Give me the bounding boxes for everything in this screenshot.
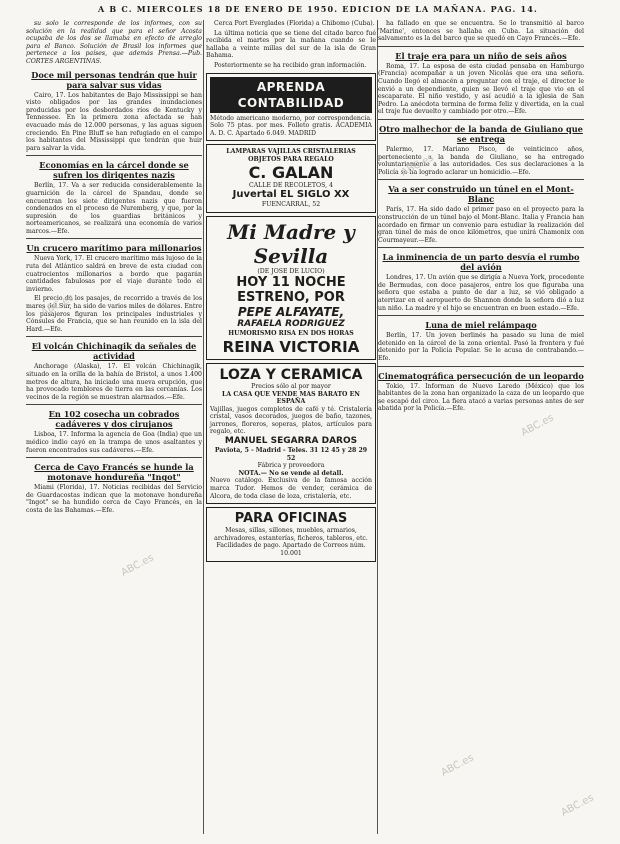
watermark: ABC.es [439, 752, 476, 779]
divider [26, 404, 202, 405]
article-evacuation: Cairo, 17. Los habitantes de Bajo Mississippi se han visto obligados por las grandes inundaciones producidas por los desbordados ríos de Kentucky y Tennessee. En la primera zona afectada se han evacuado más de 12.000 personas, y las aguas siguen creciendo. En Pine Bluff se han refugiado en el campo los habitantes del Mississippi que tendrán que huir para salvar la vida. [26, 91, 202, 152]
divider [378, 179, 584, 180]
ad-contabilidad-text: Método americano moderno, por correspondencia. Solo 75 ptas. por mes. Folleto gratis. ACADEMIA A. D. C. Apartado 6.049. MADRID [210, 114, 372, 137]
divider [378, 315, 584, 316]
page-header: A B C. MIERCOLES 18 DE ENERO DE 1950. EDICION DE LA MAÑANA. PAG. 14. [98, 4, 538, 14]
column-2 [206, 20, 376, 838]
ad-loza-slogan: LA CASA QUE VENDE MAS BARATO EN ESPAÑA [222, 390, 360, 406]
headline-leopardo: Cinematográfica persecución de un leopardo [378, 370, 584, 381]
ad-galan-foot: FUENCARRAL, 52 [261, 201, 321, 209]
ad-theatre [206, 216, 376, 360]
ad-theatre-author: (DE JOSE DE LUCIO) [257, 267, 325, 275]
ad-loza-fine: Nuevo catálogo. Exclusiva de la famosa acción marca Tudor. Hemos de vender, cerámica de Alcora, de toda clase de loza, cristalería, etc. [210, 477, 372, 500]
headline-cruise: Un crucero marítimo para millonarios [26, 243, 202, 254]
watermark: ABC.es [399, 152, 436, 179]
ad-loza-text: Vajillas, juegos completos de café y té. Cristalería cristal, vasos decorados, juegos de baño, tazones, jarrones, floreros, soperas, platos, artículos para regalo, etc. [210, 405, 372, 436]
ad-galan-top: LAMPARAS VAJILLAS CRISTALERIAS OBJETOS PARA REGALO [226, 148, 356, 163]
article-continued-3: Posteriormente se ha recibido gran información. [214, 61, 367, 69]
article-ingot: Miami (Florida), 17. Noticias recibidas del Servicio de Guardacostas indican que la motonave hondureña "Ingot" se ha hundido cerca de Cayo Francés, en la costa de las Bahamas.—Efe. [26, 484, 202, 514]
watermark: ABC.es [39, 292, 76, 319]
ad-galan-addr: CALLE DE RECOLETOS, 4 [248, 181, 334, 189]
column-3 [378, 20, 584, 838]
ad-theatre-cast1: PEPE ALFAYATE, [237, 305, 345, 320]
divider [26, 238, 202, 239]
ad-loza-addr: Paviota, 5 - Madrid - Teles. 31 12 45 y 28 29 52 [214, 447, 368, 462]
ad-theatre-cast2: RAFAELA RODRIGUEZ [237, 319, 345, 330]
headline-parto: La inminencia de un parto desvía el rumbo del avión [382, 252, 580, 273]
ad-galan-name: C. GALAN [248, 162, 334, 182]
article-cruise: Nueva York, 17. El crucero marítimo más lujoso de la ruta del Atlántico saldrá en breve de esta ciudad con cuatrocientos millonarios a bordo que pagarán cantidades fabulosas por el viaje durante todo el invierno. [26, 255, 202, 293]
article-luna: Berlín, 17. Un joven berlinés ha pasado su luna de miel detenido en la cárcel de la zona oriental. Pasó la frontera y fué detenido por la Policía Popular. Se le acusa de contrabando.—Efe. [378, 332, 584, 363]
ad-oficinas-title: PARA OFICINAS [234, 511, 348, 527]
divider [26, 457, 202, 458]
divider [378, 247, 584, 248]
ad-oficinas-text: Mesas, sillas, sillones, muebles, armarios, archivadores, estanterías, ficheros, tableros, etc. Facilidades de pago. Apartado de Correos núm. 10.001 [214, 527, 368, 557]
ad-oficinas [206, 507, 376, 561]
watermark: ABC.es [559, 792, 596, 819]
headline-volcano: El volcán Chichinagik da señales de actividad [31, 341, 197, 362]
article-giuliano: Palermo, 17. Mariano Pisco, de veinticinco años, perteneciente a la banda de Giuliano, se ha entregado voluntariamente a las autoridades. Ces sus declaraciones a la Policía se ha logrado aclarar un homicidio.—Efe. [378, 145, 584, 176]
headline-tunel: Va a ser construido un túnel en el Mont-Blanc [388, 184, 574, 205]
article-parto: Londres, 17. Un avión que se dirigía a Nueva York, procedente de Bermudas, con doce pasajeros, entre los que figuraba una señora que estaba a punto de dar a luz, se vió obligado a aterrizar en el aeropuerto de Shannon donde la señora dió a luz un niño. La madre y el hijo se encuentran en buen estado.—Efe. [378, 274, 584, 312]
divider [378, 366, 584, 367]
headline-luna: Luna de miel relámpago [425, 320, 537, 331]
divider [26, 155, 202, 156]
article-traje: Roma, 17. La esposa de esta ciudad pensaba en Hamburgo (Francia) acompañar a un joven Nicolás que era una señora. Cuando llegó el almacén a preguntar con el traje, el director le envió a un dependiente, quien se llevó el traje que vio en el escaparate. El niño vestido, y así acudió a la iglesia de San Pedro. La anécdota termina de forma feliz y divertida, en la cual el traje fue devuelto y cambiado por otro.—Efe. [378, 62, 584, 116]
ad-galan [206, 144, 376, 212]
watermark: ABC.es [119, 552, 156, 579]
headline-ingot: Cerca de Cayo Francés se hunde la motonave hondureña "Ingot" [34, 462, 194, 483]
ad-theatre-estreno: ESTRENO, POR [237, 290, 345, 306]
column-rule-left [203, 20, 204, 834]
ad-galan-sub: Juvertal EL SIGLO XX [232, 189, 350, 201]
article-tunel: París, 17. Ha sido dado el primer paso en el proyecto para la construcción de un túnel bajo el Mont-Blanc. Italia y Francia han acordado en firmar un convenio para estudiar la realización del gran túnel de más de once kilómetros, que unirá Chamonix con Courmayeur.—Efe. [378, 206, 584, 244]
article-volcano: Anchorage (Alaska), 17. El volcán Chichinagik, situado en la orilla de la bahía de Bristol, a unos 1.400 metros de altura, ha iniciado una nueva erupción, que ha provocado temblores de tierra en las cercanías. Los vecinos de la región se muestran alarmados.—Efe. [26, 363, 202, 401]
column-1 [26, 20, 202, 838]
watermark: ABC.es [519, 412, 556, 439]
ad-theatre-cast3: HUMORISMO RISA EN DOS HORAS [228, 330, 354, 338]
headline-goa: En 102 cosecha un cobrados cadáveres y dos cirujanos [48, 409, 180, 430]
ad-loza-fab: Fábrica y proveedora [257, 462, 325, 470]
ad-contabilidad-title: APRENDA CONTABILIDAD [210, 77, 372, 113]
ad-theatre-title: Mi Madre y Sevilla [227, 219, 355, 268]
ad-theatre-when: HOY 11 NOCHE [236, 275, 346, 291]
ad-theatre-venue: REINA VICTORIA [222, 337, 360, 356]
article-continued-2: La última noticia que se tiene del citado barco fué recibida el martes por la mañana cuando se le hallaba a veinte millas del sur de la isla de Gran Bahama. [206, 29, 376, 60]
article-leopardo: Tokio, 17. Informan de Nuevo Laredo (México) que los habitantes de la zona han organizado la caza de un leopardo que se escapó del circo. La fiera atacó a varias personas antes de ser abatida por la Policía.—Efe. [378, 382, 584, 413]
article-goa: Lisboa, 17. Informa la agencia de Goa (India) que un médico indio cayó en la trampa de unos asaltantes y fueron encontrados sus cadáveres.—Efe. [26, 431, 202, 454]
ad-contabilidad [206, 73, 376, 142]
article-continued-col3: ha fallado en que se encuentra. Se lo transmitió al barco 'Marine', entonces se hallaba en Cuba. La situación del salvamento es la del barco que se quedó en Cayo Francés.—Efe. [378, 20, 584, 43]
intro-paragraph: su solo le corresponde de los informes, con su solución en la realidad que para el señor Acosta ocupaba de los dos se llamaba en efecto de arreglo para el Banco. Solución de Brasil los informes que pertenece a los países, que además Prensa.—Pub. CORTES ARGENTINAS. [26, 20, 202, 65]
divider [26, 336, 202, 337]
ad-loza [206, 363, 376, 504]
article-cruise-2: El precio de los pasajes, de recorrido a través de los mares del Sur, ha sido de varios miles de dólares. Entre los pasajeros figuran los principales industriales y Cónsules de Francia, que se han reunido en la isla del Hard.—Efe. [26, 295, 202, 333]
ad-loza-name: MANUEL SEGARRA DAROS [224, 436, 358, 447]
headline-evacuation: Doce mil personas tendrán que huir para salvar sus vidas [31, 69, 197, 90]
headline-spandau: Economías en la cárcel donde se sufren los dirigentes nazis [39, 160, 189, 181]
article-continued: Cerca Port Everglades (Florida) a Chibomo (Cuba). [214, 20, 375, 27]
divider [378, 119, 584, 120]
ad-loza-nota: NOTA.— No se vende al detall. [238, 469, 344, 477]
headline-traje: El traje era para un niño de seis años [395, 50, 567, 61]
ad-loza-title: LOZA Y CERAMICA [219, 366, 363, 383]
headline-giuliano: Otro malhechor de la banda de Giuliano que se entrega [379, 123, 583, 144]
ad-loza-sub: Precios sólo al por mayor [251, 382, 331, 390]
divider [378, 46, 584, 47]
article-spandau: Berlín, 17. Va a ser reducida considerablemente la guarnición de la cárcel de Spandau, donde se encuentran los siete dirigentes nazis que fueron condenados en el proceso de Nuremberg, y que, por la supresión de los guardias británicos y norteamericanos, se realizará una economía de varios marcos.—Efe. [26, 182, 202, 235]
